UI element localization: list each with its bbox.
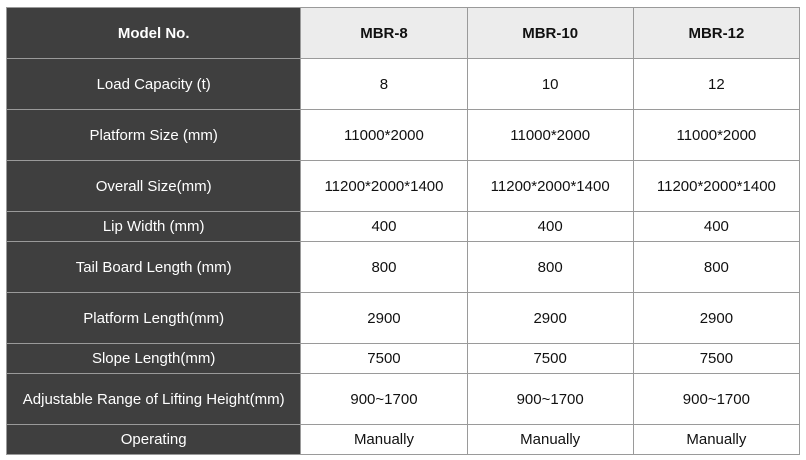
value-cell: 900~1700 — [301, 374, 467, 425]
value-cell: 2900 — [467, 293, 633, 344]
value-cell: 2900 — [633, 293, 799, 344]
value-cell: 2900 — [301, 293, 467, 344]
model-header-cell: MBR-8 — [301, 8, 467, 59]
row-label: Operating — [7, 425, 301, 455]
row-label: Lip Width (mm) — [7, 212, 301, 242]
table-row — [7, 293, 800, 344]
value-cell: 900~1700 — [467, 374, 633, 425]
value-cell: 400 — [467, 212, 633, 242]
model-header-cell: MBR-12 — [633, 8, 799, 59]
spec-table — [6, 7, 800, 455]
header-row — [7, 8, 800, 59]
row-label: Platform Size (mm) — [7, 110, 301, 161]
header-label-cell: Model No. — [7, 8, 301, 59]
table-row — [7, 161, 800, 212]
row-label: Platform Length(mm) — [7, 293, 301, 344]
value-cell: 7500 — [633, 344, 799, 374]
value-cell: Manually — [633, 425, 799, 455]
row-label: Overall Size(mm) — [7, 161, 301, 212]
value-cell: 11000*2000 — [301, 110, 467, 161]
value-cell: Manually — [467, 425, 633, 455]
value-cell: Manually — [301, 425, 467, 455]
value-cell: 900~1700 — [633, 374, 799, 425]
table-row — [7, 374, 800, 425]
value-cell: 11200*2000*1400 — [633, 161, 799, 212]
value-cell: 400 — [633, 212, 799, 242]
table-row — [7, 110, 800, 161]
row-label: Load Capacity (t) — [7, 59, 301, 110]
value-cell: 7500 — [301, 344, 467, 374]
table-row — [7, 425, 800, 455]
value-cell: 800 — [301, 242, 467, 293]
value-cell: 400 — [301, 212, 467, 242]
model-header-cell: MBR-10 — [467, 8, 633, 59]
value-cell: 12 — [633, 59, 799, 110]
value-cell: 800 — [633, 242, 799, 293]
value-cell: 7500 — [467, 344, 633, 374]
value-cell: 800 — [467, 242, 633, 293]
row-label: Tail Board Length (mm) — [7, 242, 301, 293]
table-row — [7, 242, 800, 293]
table-row — [7, 59, 800, 110]
value-cell: 11000*2000 — [467, 110, 633, 161]
row-label: Slope Length(mm) — [7, 344, 301, 374]
value-cell: 11000*2000 — [633, 110, 799, 161]
table-row — [7, 212, 800, 242]
value-cell: 11200*2000*1400 — [467, 161, 633, 212]
value-cell: 8 — [301, 59, 467, 110]
value-cell: 11200*2000*1400 — [301, 161, 467, 212]
row-label: Adjustable Range of Lifting Height(mm) — [7, 374, 301, 425]
table-row — [7, 344, 800, 374]
value-cell: 10 — [467, 59, 633, 110]
